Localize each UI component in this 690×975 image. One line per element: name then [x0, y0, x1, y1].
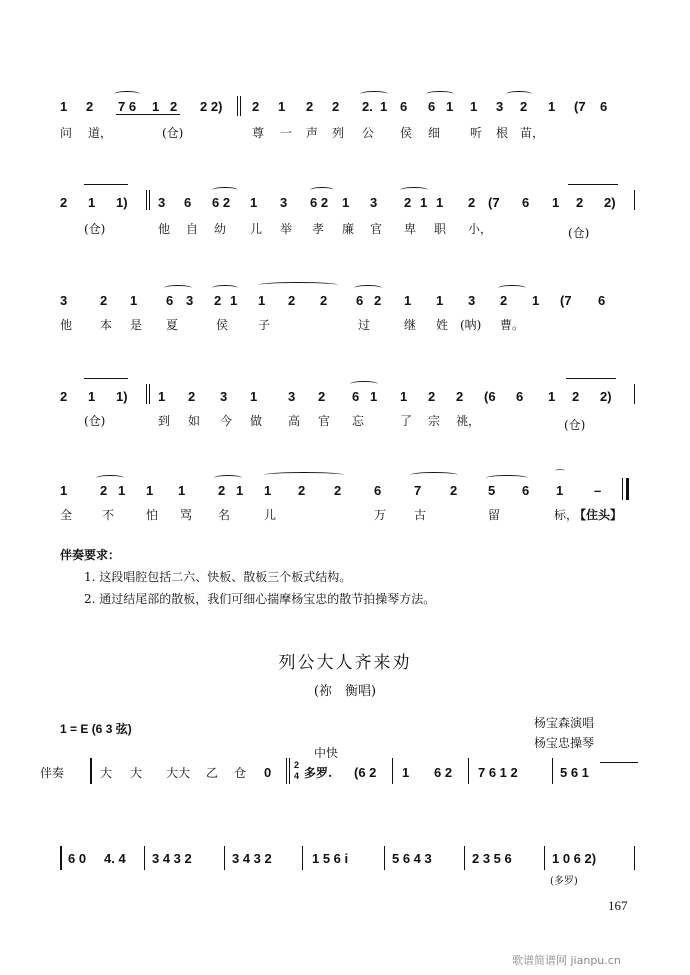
note: 2: [318, 389, 326, 404]
accompaniment-item: 1. 这段唱腔包括二六、快板、散板三个板式结构。: [84, 570, 352, 584]
note: 1: [370, 389, 378, 404]
duoluo-marking: 多罗.: [304, 766, 333, 780]
dash: –: [594, 483, 602, 498]
tempo-marking: 中快: [314, 746, 339, 760]
slur: [212, 187, 238, 193]
final-barline: [626, 478, 629, 500]
note-group: 7 6 1 2: [478, 765, 518, 780]
note: 1: [152, 99, 160, 114]
barline: [144, 846, 145, 870]
lyric: 根: [496, 126, 509, 140]
lyric: 夏: [166, 318, 179, 332]
note: 2: [188, 389, 196, 404]
note-group: 1: [402, 765, 410, 780]
note-group: 1 5 6 i: [312, 851, 349, 866]
lyric: 骂: [180, 508, 193, 522]
slur: [258, 282, 338, 288]
barline: [237, 96, 238, 116]
lyric: 到: [158, 414, 171, 428]
note: 2: [374, 293, 382, 308]
accompaniment-heading: 伴奏要求：: [60, 548, 121, 562]
lyric: (仓): [564, 418, 586, 432]
tie-line: [566, 378, 616, 379]
lyric: 做: [250, 414, 263, 428]
barline: [289, 758, 290, 784]
note-group: 6 0: [68, 851, 87, 866]
note: 6: [600, 99, 608, 114]
lyric: 尊: [252, 126, 265, 140]
barline: [464, 846, 465, 870]
note: 1: [404, 293, 412, 308]
duoluo-marking: (多罗): [550, 876, 578, 887]
barline: [146, 190, 147, 210]
lyric: 过: [358, 318, 371, 332]
note: 2: [572, 389, 580, 404]
lyric: 列: [332, 126, 345, 140]
lyric: 万: [374, 508, 387, 522]
note: 1: [532, 293, 540, 308]
note: 3: [60, 293, 68, 308]
note-group: 1 0 6 2): [552, 851, 597, 866]
note-group: 6 2: [434, 765, 453, 780]
lyric: 他: [158, 222, 171, 236]
note: 7 6: [118, 99, 137, 114]
barline: [622, 478, 623, 500]
note: 6: [352, 389, 360, 404]
note-group: 5 6 4 3: [392, 851, 432, 866]
lyric: 是: [130, 318, 143, 332]
lyric: 官: [370, 222, 383, 236]
note: 2: [428, 389, 436, 404]
lyric: 小，: [468, 222, 493, 236]
lyric: 标，: [554, 508, 579, 522]
tie-line: [568, 184, 618, 185]
lyric: 一: [280, 126, 293, 140]
accompaniment-item: 2. 通过结尾部的散板，我们可细心揣摩杨宝忠的散节拍操琴方法。: [84, 592, 436, 606]
barline: [224, 846, 225, 870]
lyric: (仓): [84, 222, 106, 236]
note: 1: [548, 389, 556, 404]
note: 3: [186, 293, 194, 308]
note: 2: [252, 99, 260, 114]
barline: [149, 190, 150, 210]
lyric: (仓): [84, 414, 106, 428]
lyric: 苗，: [520, 126, 545, 140]
note: 2: [288, 293, 296, 308]
lyric: 幼: [214, 222, 227, 236]
lyric: 侯: [400, 126, 413, 140]
slur: [114, 91, 140, 97]
note: (7: [488, 195, 500, 210]
note: 6: [166, 293, 174, 308]
slur: [426, 91, 454, 97]
note: 1: [556, 483, 564, 498]
lyric: 听: [470, 126, 483, 140]
note: 1: [250, 195, 258, 210]
lyric: 高: [288, 414, 301, 428]
note: 2.: [362, 99, 373, 114]
time-sig-bottom: 4: [294, 771, 300, 781]
lyric: 廉: [342, 222, 355, 236]
lyric: 如: [188, 414, 201, 428]
note: 3: [280, 195, 288, 210]
note: 2: [100, 293, 108, 308]
note: 2: [218, 483, 226, 498]
note: 7: [414, 483, 422, 498]
note: 6: [516, 389, 524, 404]
note: 1: [552, 195, 560, 210]
barline: [634, 384, 635, 404]
note: 3: [158, 195, 166, 210]
note: 1: [278, 99, 286, 114]
note: 2: [576, 195, 584, 210]
lyric: 自: [186, 222, 199, 236]
note: 2: [214, 293, 222, 308]
note: 1: [60, 483, 68, 498]
slur: [400, 187, 428, 193]
intro-beat: 仓: [234, 766, 247, 780]
note: (6: [484, 389, 496, 404]
note: (7: [574, 99, 586, 114]
lyric: 道，: [88, 126, 113, 140]
fermata: ⌒: [555, 470, 565, 481]
lyric: 继: [404, 318, 417, 332]
slur: [96, 475, 124, 481]
note: 2: [306, 99, 314, 114]
lyric: 他: [60, 318, 73, 332]
note: 6: [428, 99, 436, 114]
barline: [302, 846, 303, 870]
note: 6: [356, 293, 364, 308]
slur: [164, 285, 192, 291]
tie-line: [600, 762, 638, 763]
note: 2: [170, 99, 178, 114]
lyric: 问: [60, 126, 73, 140]
lyric: 细: [428, 126, 441, 140]
tie-line: [84, 184, 128, 185]
note: 5: [488, 483, 496, 498]
barline: [384, 846, 385, 870]
note: 6: [598, 293, 606, 308]
note: 1: [436, 195, 444, 210]
note: 1: [146, 483, 154, 498]
lyric: 侯: [216, 318, 229, 332]
bracket: [60, 846, 62, 870]
slur: [212, 285, 238, 291]
note: 3: [370, 195, 378, 210]
note: 3: [220, 389, 228, 404]
note: 2: [456, 389, 464, 404]
lyric: 了: [400, 414, 413, 428]
slur: [360, 91, 388, 97]
intro-rest: 0: [264, 765, 272, 780]
note: 1: [250, 389, 258, 404]
tie-line: [84, 378, 128, 379]
lyric: 儿: [264, 508, 277, 522]
note: 2: [298, 483, 306, 498]
note: 1: [400, 389, 408, 404]
note: 1: [130, 293, 138, 308]
note: 1: [236, 483, 244, 498]
note: 1: [470, 99, 478, 114]
song-title: 列公大人齐来劝: [278, 653, 412, 673]
note: 1: [380, 99, 388, 114]
note: 6: [522, 483, 530, 498]
barline: [146, 384, 147, 404]
note-group: 3 4 3 2: [152, 851, 192, 866]
lyric: 名: [218, 508, 231, 522]
lyric: 孝: [312, 222, 325, 236]
note: 2): [600, 389, 612, 404]
lyric: 姓: [436, 318, 449, 332]
slur: [350, 381, 378, 387]
lyric: 子: [258, 318, 271, 332]
note: 2: [60, 195, 68, 210]
note: 1: [436, 293, 444, 308]
page-number: 167: [608, 898, 628, 913]
barline: [240, 96, 241, 116]
lyric: (仓): [568, 226, 590, 240]
lyric: 官: [318, 414, 331, 428]
slur: [506, 91, 532, 97]
lyric: 宗: [428, 414, 441, 428]
lyric: 职: [434, 222, 447, 236]
note: 2: [404, 195, 412, 210]
performer-fiddler: 杨宝忠操琴: [534, 736, 595, 750]
note: 2 2): [200, 99, 223, 114]
lyric: 祧，: [456, 414, 481, 428]
note: 6 2: [310, 195, 329, 210]
note: 2: [320, 293, 328, 308]
note: 6 2: [212, 195, 231, 210]
note-group: 4. 4: [104, 851, 126, 866]
lyric: 声: [306, 126, 319, 140]
note: 1: [230, 293, 238, 308]
lyric: 卑: [404, 222, 417, 236]
intro-beat: 大: [100, 766, 113, 780]
slur: [354, 285, 382, 291]
note: 1: [548, 99, 556, 114]
slur: [410, 472, 458, 478]
slur: [486, 475, 528, 481]
note: 1: [258, 293, 266, 308]
lyric: 全: [60, 508, 73, 522]
lyric-zhutou: 【住头】: [574, 508, 623, 522]
note: 1): [116, 195, 128, 210]
note: 1: [264, 483, 272, 498]
lyric: 曹。: [500, 318, 525, 332]
lyric: 忘: [352, 414, 365, 428]
note: 1: [420, 195, 428, 210]
note: 6: [374, 483, 382, 498]
note: 1: [88, 195, 96, 210]
part-label: 伴奏: [40, 766, 65, 780]
barline: [286, 758, 287, 784]
note: (7: [560, 293, 572, 308]
note: 6: [400, 99, 408, 114]
lyric: 今: [220, 414, 233, 428]
note-group: 3 4 3 2: [232, 851, 272, 866]
note-group: 2 3 5 6: [472, 851, 512, 866]
note: 1: [118, 483, 126, 498]
key-signature: 1 = E (6 3 弦): [60, 722, 132, 736]
note: 2: [450, 483, 458, 498]
barline: [634, 846, 635, 870]
note: 3: [468, 293, 476, 308]
time-sig-top: 2: [294, 760, 300, 770]
slur: [498, 285, 526, 291]
bracket: [90, 758, 92, 784]
note: 2): [604, 195, 616, 210]
slur: [264, 472, 344, 478]
note: 1: [60, 99, 68, 114]
note: 1: [342, 195, 350, 210]
note: 1: [446, 99, 454, 114]
note-group: (6 2: [354, 765, 377, 780]
note: 2: [520, 99, 528, 114]
lyric: 古: [414, 508, 427, 522]
lyric: 不: [102, 508, 115, 522]
note: 3: [496, 99, 504, 114]
note: 2: [332, 99, 340, 114]
note: 6: [522, 195, 530, 210]
note: 1): [116, 389, 128, 404]
slur: [214, 475, 242, 481]
performer-singer: 杨宝森演唱: [534, 716, 595, 730]
song-subtitle: (祢 衡唱): [313, 684, 377, 699]
barline: [552, 758, 553, 784]
barline: [544, 846, 545, 870]
intro-beat: 大大: [166, 766, 191, 780]
barline: [149, 384, 150, 404]
note: 2: [86, 99, 94, 114]
slur: [310, 187, 334, 193]
watermark: 歌谱简谱网 jianpu.cn: [512, 954, 621, 967]
lyric: 怕: [146, 508, 159, 522]
note: 6: [184, 195, 192, 210]
note: 2: [60, 389, 68, 404]
note: 2: [334, 483, 342, 498]
lyric: (仓): [162, 126, 184, 140]
lyric: 举: [280, 222, 293, 236]
underline: [116, 114, 180, 115]
note: 1: [88, 389, 96, 404]
lyric: 公: [362, 126, 375, 140]
barline: [634, 190, 635, 210]
note: 1: [178, 483, 186, 498]
lyric: 儿: [250, 222, 263, 236]
intro-beat: 大: [130, 766, 143, 780]
barline: [468, 758, 469, 784]
lyric: (呐): [460, 318, 482, 332]
note: 1: [158, 389, 166, 404]
lyric: 本: [100, 318, 113, 332]
lyric: 留: [488, 508, 501, 522]
note: 3: [288, 389, 296, 404]
barline: [392, 758, 393, 784]
note: 2: [100, 483, 108, 498]
intro-beat: 乙: [206, 766, 219, 780]
note-group: 5 6 1: [560, 765, 589, 780]
note: 2: [468, 195, 476, 210]
note: 2: [500, 293, 508, 308]
